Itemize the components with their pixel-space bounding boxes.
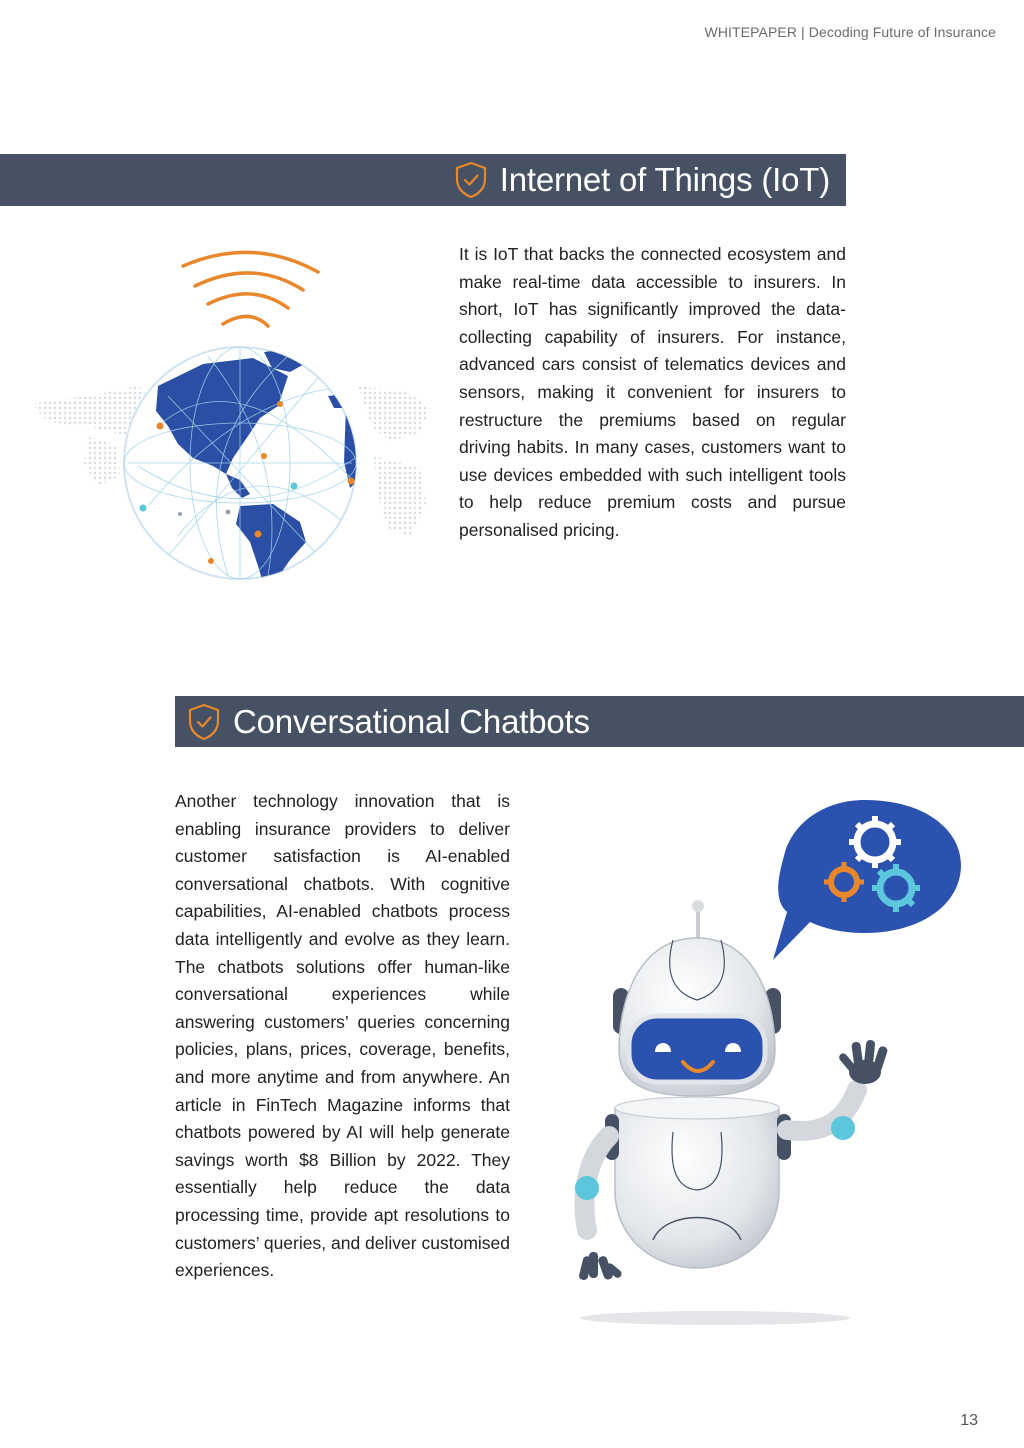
running-header: WHITEPAPER | Decoding Future of Insurance bbox=[704, 24, 996, 40]
chatbot-robot-illustration bbox=[565, 790, 965, 1330]
section-title: Internet of Things (IoT) bbox=[499, 161, 830, 198]
section-body: It is IoT that backs the connected ecosystem and make real-time data accessible to insurers. In short, IoT has significantly improved the data-collecting capability of insurers. For instance, advanced cars consist of telematics devices and sensors, making it convenient for insurers to restructure the premiums based on regular driving habits. In many cases, customers want to use devices embedded with such intelligent tools to help reduce premium costs and pursue personalised pricing. bbox=[459, 244, 846, 540]
section-header-chatbots bbox=[175, 696, 1024, 747]
section-title: Conversational Chatbots bbox=[233, 702, 590, 740]
shield-check-icon bbox=[454, 161, 488, 199]
section-body: Another technology innovation that is enabling insurance providers to deliver customer satisfaction is AI-enabled conversational chatbots. With cognitive capabilities, AI-enabled chatbots process data intelligently and evolve as they learn. The chatbots solutions offer human-like conversational experiences while answering customers’ queries concerning policies, plans, prices, coverage, benefits, and more anytime and from anywhere. An article in FinTech Magazine informs that chatbots powered by AI will help generate savings worth $8 Billion by 2022. They essentially help reduce the data processing time, provide apt resolutions to customers’ queries, and deliver customised experiences. bbox=[175, 791, 510, 1281]
section-header-iot bbox=[0, 154, 846, 206]
shield-check-icon bbox=[187, 703, 221, 741]
page-number: 13 bbox=[960, 1412, 978, 1429]
globe-network-illustration bbox=[28, 236, 434, 596]
